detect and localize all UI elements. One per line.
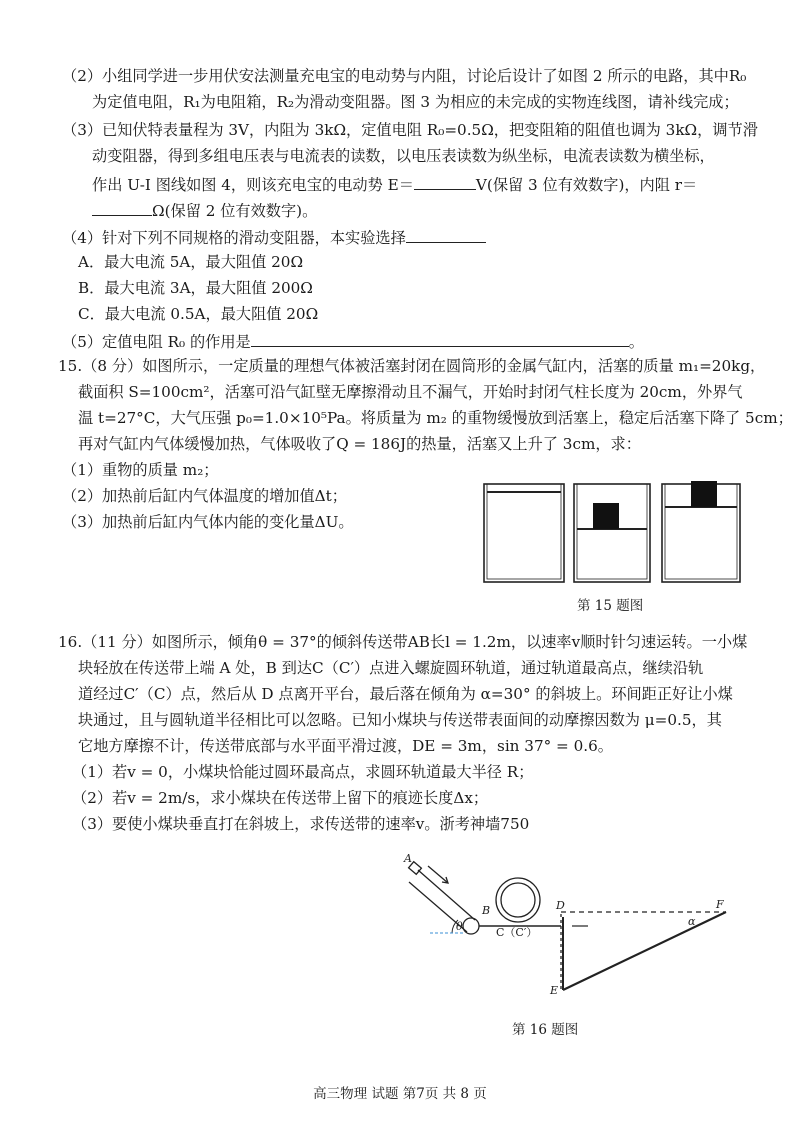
q16-conveyor-figure (404, 842, 760, 1002)
q14-part5-line1 (62, 330, 644, 352)
q15-caption: 第 15 题图 (577, 598, 644, 614)
loop-ring-outer (496, 878, 540, 922)
q16-question1: （1）若v = 0，小煤块恰能过圆环最高点，求圆环轨道最大半径 R； (72, 763, 534, 781)
q14-part3-line2: 动变阻器，得到多组电压表与电流表的读数，以电压表读数为纵坐标，电流表读数为横坐标， (92, 147, 715, 165)
q15-line3: 温 t=27°C，大气压强 p₀=1.0×10⁵Pa。将质量为 m₂ 的重物缓慢放到活塞上，稳定后活塞下降了 5cm； (78, 409, 793, 427)
q15-line2: 截面积 S=100cm²，活塞可沿气缸壁无摩擦滑动且不漏气，开始时封闭气柱长度为 20cm，外界气 (78, 383, 743, 401)
q15-line4: 再对气缸内气体缓慢加热，气体吸收了Q = 186J的热量，活塞又上升了 3cm，求： (78, 435, 641, 453)
q14-resistance-unit: Ω(保留 2 位有效数字)。 (152, 202, 318, 220)
q14-part5-text: （5）定值电阻 R₀ 的作用是 (62, 333, 251, 351)
q14-resistance-prefix: V(保留 3 位有效数字)，内阻 r＝ (475, 176, 698, 194)
weight-block-3 (691, 481, 717, 507)
q14-part4-text: （4）针对下列不同规格的滑动变阻器，本实验选择 (62, 229, 406, 247)
label-c: C（C′） (496, 926, 538, 939)
q14-part5-end: 。 (628, 333, 644, 351)
label-a: A (404, 852, 412, 865)
q16-line2: 块轻放在传送带上端 A 处，B 到达C（C′）点进入螺旋圆环轨道，通过轨道最高点，继续沿轨 (78, 659, 704, 677)
q16-line3: 道经过C′（C）点，然后从 D 点离开平台，最后落在倾角为 α=30° 的斜坡上。环间距正好让小煤 (78, 685, 733, 703)
q14-part4-line1 (62, 226, 486, 248)
emf-answer-blank[interactable] (414, 173, 476, 190)
q14-part3-line1: （3）已知伏特表量程为 3V，内阻为 3kΩ，定值电阻 R₀=0.5Ω，把变阻箱的阻值也调为 3kΩ，调节滑 (62, 121, 758, 139)
q14-part2-line1: （2）小组同学进一步用伏安法测量充电宝的电动势与内阻，讨论后设计了如图 2 所示的电路，其中R₀ (62, 67, 747, 85)
label-d: D (556, 899, 565, 912)
slope (563, 912, 726, 990)
q14-part3-line3 (92, 173, 697, 195)
q14-emf-prefix: 作出 U-I 图线如图 4，则该充电宝的电动势 E＝ (92, 176, 414, 194)
label-e: E (550, 984, 559, 997)
cylinder-2 (574, 484, 650, 582)
q15-question1: （1）重物的质量 m₂； (62, 461, 219, 479)
q16-line1: 16.（11 分）如图所示，倾角θ = 37°的倾斜传送带AB长l = 1.2m，以速率v顺时针匀速运转。一小煤 (58, 633, 748, 651)
label-alpha: α (688, 915, 696, 928)
q16-line4: 块通过，且与圆轨道半径相比可以忽略。已知小煤块与传送带表面间的动摩擦因数为 μ=0.5，其 (78, 711, 722, 729)
option-a: A．最大电流 5A，最大阻值 20Ω (78, 253, 304, 271)
q16-question2: （2）若v = 2m/s，求小煤块在传送带上留下的痕迹长度Δx； (72, 789, 489, 807)
q16-question3: （3）要使小煤块垂直打在斜坡上，求传送带的速率v。浙考神墙750 (72, 815, 530, 833)
label-theta: θ (456, 920, 463, 933)
option-c: C．最大电流 0.5A，最大阻值 20Ω (78, 305, 319, 323)
label-f: F (716, 898, 724, 911)
label-b: B (482, 904, 491, 917)
q16-caption: 第 16 题图 (512, 1022, 579, 1038)
q15-line1: 15.（8 分）如图所示，一定质量的理想气体被活塞封闭在圆筒形的金属气缸内，活塞的质量 m₁=20kg， (58, 357, 766, 375)
option-b: B．最大电流 3A，最大阻值 200Ω (78, 279, 313, 297)
q15-question2: （2）加热前后缸内气体温度的增加值Δt； (62, 487, 347, 505)
q15-cylinder-figure (476, 476, 756, 588)
q15-question3: （3）加热前后缸内气体内能的变化量ΔU。 (62, 513, 354, 531)
belt-bottom-pulley (463, 918, 479, 934)
r0-purpose-blank[interactable] (251, 330, 629, 347)
weight-block-2 (593, 503, 619, 529)
cylinder-1 (484, 484, 564, 582)
q14-part3-line4 (92, 199, 317, 221)
page-footer: 高三物理 试题 第7页 共 8 页 (313, 1086, 487, 1102)
resistance-answer-blank[interactable] (92, 199, 152, 216)
loop-ring-inner (501, 883, 535, 917)
q16-line5: 它地方摩擦不计，传送带底部与水平面平滑过渡，DE = 3m，sin 37° = 0.6。 (78, 737, 613, 755)
q14-part2-line2: 为定值电阻，R₁为电阻箱，R₂为滑动变阻器。图 3 为相应的未完成的实物连线图，请补线完成； (92, 93, 739, 111)
rheostat-choice-blank[interactable] (406, 226, 486, 243)
